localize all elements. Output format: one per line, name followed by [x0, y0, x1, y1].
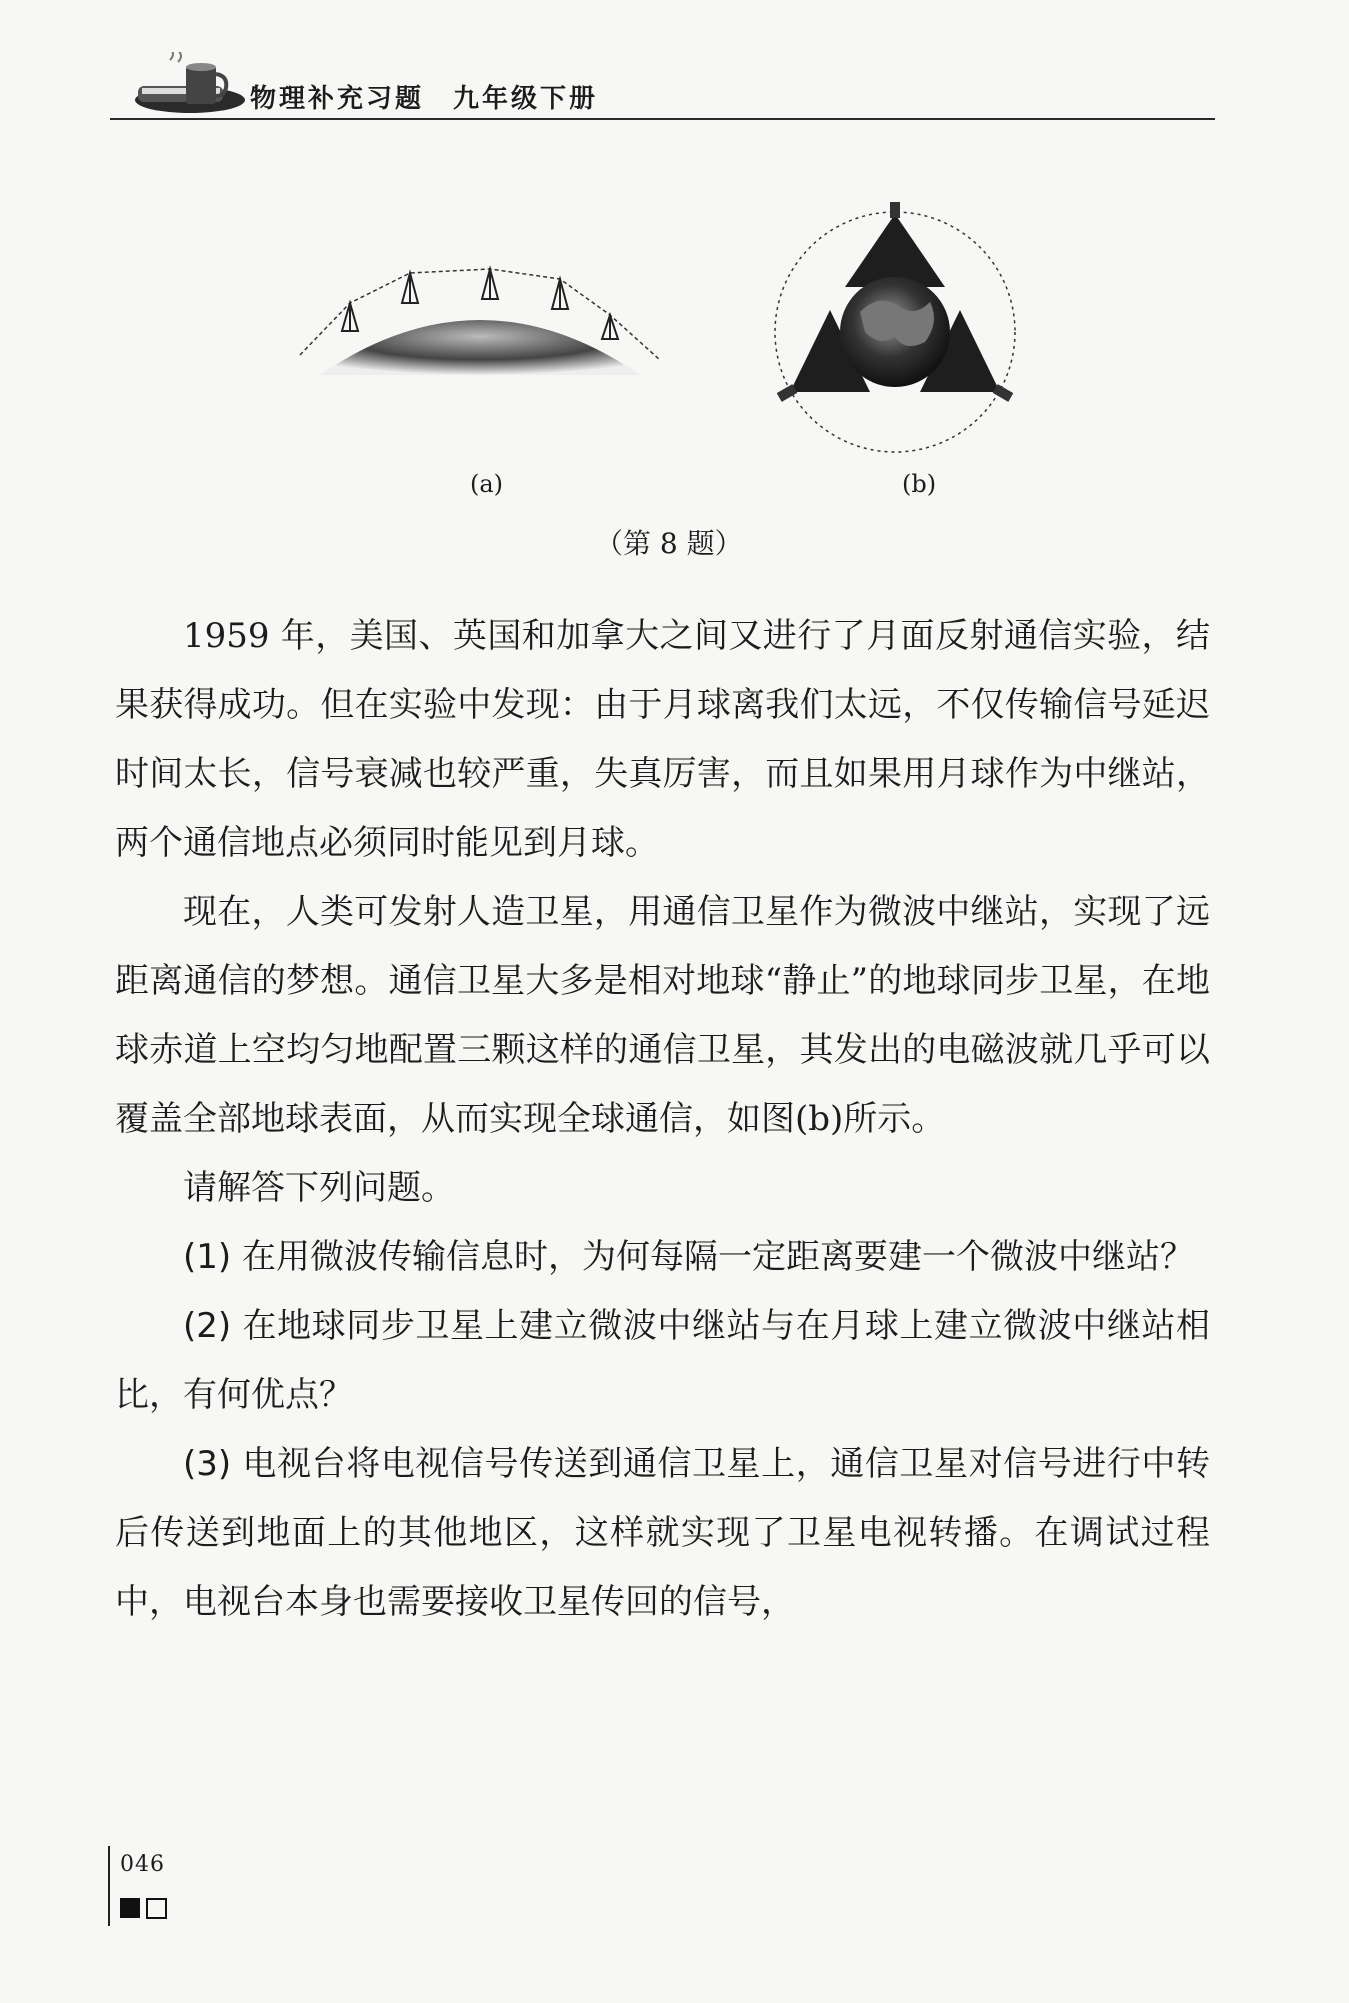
question-1: (1) 在用微波传输信息时，为何每隔一定距离要建一个微波中继站？	[183, 1237, 1194, 1277]
empty-square-icon	[146, 1898, 167, 1919]
book-and-mug-icon	[130, 52, 270, 120]
question-3: (3) 电视台将电视信号传送到通信卫星上，通信卫星对信号进行中转后传送到地面上的其他地区，这样就实现了卫星电视转播。在调试过程中，电视台本身也需要接收卫星传回的信号，	[115, 1444, 1210, 1622]
filled-square-icon	[120, 1898, 140, 1918]
figure-a-microwave-relay	[290, 245, 670, 395]
footer-rule	[108, 1846, 110, 1926]
page-number: 046	[120, 1852, 165, 1877]
figure-b-satellite-coverage	[750, 192, 1040, 462]
figure-a-label: (a)	[470, 470, 504, 498]
header-rule	[110, 118, 1215, 120]
figure-b-label: (b)	[902, 470, 937, 498]
header-title: 物理补充习题 九年级下册	[250, 84, 599, 114]
page-footer	[108, 1846, 198, 1928]
questions-intro: 请解答下列问题。	[183, 1168, 455, 1208]
paragraph-1: 1959 年，美国、英国和加拿大之间又进行了月面反射通信实验，结果获得成功。但在实验中发现：由于月球离我们太远，不仅传输信号延迟时间太长，信号衰减也较严重，失真厉害，而且如果用月球作为中继站，两个通信地点必须同时能见到月球。	[115, 616, 1210, 863]
question-2: (2) 在地球同步卫星上建立微波中继站与在月球上建立微波中继站相比，有何优点？	[115, 1306, 1210, 1415]
figure-caption: （第 8 题）	[595, 527, 743, 560]
body-text	[115, 602, 1210, 1637]
paragraph-2: 现在，人类可发射人造卫星，用通信卫星作为微波中继站，实现了远距离通信的梦想。通信卫星大多是相对地球“静止”的地球同步卫星，在地球赤道上空均匀地配置三颗这样的通信卫星，其发出的电磁波就几乎可以覆盖全部地球表面，从而实现全球通信，如图(b)所示。	[115, 892, 1210, 1139]
page-header	[110, 52, 1215, 122]
